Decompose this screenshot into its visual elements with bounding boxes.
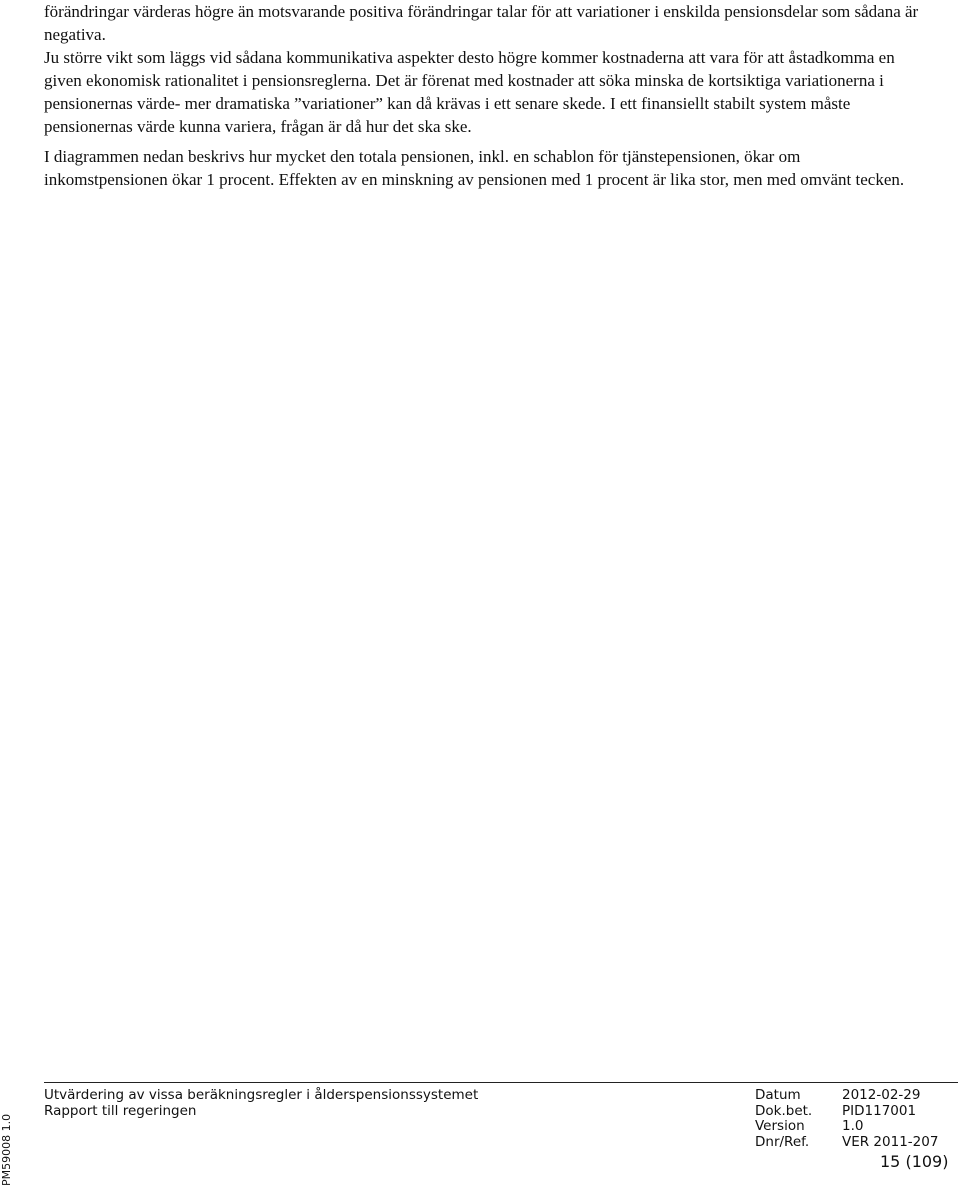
meta-label: Dok.bet. xyxy=(755,1102,813,1119)
footer-metadata xyxy=(755,1088,938,1150)
footer-subtitle: Rapport till regeringen xyxy=(44,1102,197,1119)
meta-row-date xyxy=(755,1088,938,1104)
paragraph-1: förändringar värderas högre än motsvarande positiva förändringar talar för att variationer i enskilda pensionsdelar som sådana är negativa. xyxy=(44,2,919,44)
meta-label: Version xyxy=(755,1118,805,1134)
meta-row-reference xyxy=(755,1135,938,1151)
footer-divider xyxy=(44,1082,958,1083)
meta-value: PID117001 xyxy=(842,1102,917,1119)
meta-value: 1.0 xyxy=(842,1118,864,1134)
meta-label: Datum xyxy=(755,1087,801,1103)
body-text xyxy=(44,0,924,191)
meta-row-version xyxy=(755,1119,938,1135)
meta-value: VER 2011-207 xyxy=(842,1133,939,1150)
meta-row-document-id xyxy=(755,1104,938,1120)
page-number: 15 (109) xyxy=(880,1152,949,1171)
footer-document-info xyxy=(44,1088,478,1119)
footer-title: Utvärdering av vissa beräkningsregler i ålderspensionssystemet xyxy=(44,1087,479,1103)
paragraph-2: Ju större vikt som läggs vid sådana kommunikativa aspekter desto högre kommer kostnaderna att vara för att åstadkomma en given ekonomisk rationalitet i pensionsreglerna. Det är förenat med kostnader att söka minska de kortsiktiga variationerna i pensionernas värde- mer dramatiska ”variationer” kan då krävas i ett senare skede. I ett finansiellt stabilt system måste pensionernas värde kunna variera, frågan är då hur det ska ske. xyxy=(44,48,895,136)
paragraph-3: I diagrammen nedan beskrivs hur mycket den totala pensionen, inkl. en schablon för tjänstepensionen, ökar om inkomstpensionen ökar 1 procent. Effekten av en minskning av pensionen med 1 procent är lika stor, men med omvänt tecken. xyxy=(44,147,905,189)
meta-value: 2012-02-29 xyxy=(842,1087,921,1103)
template-code: PM59008 1.0 xyxy=(0,1113,13,1186)
meta-label: Dnr/Ref. xyxy=(755,1133,810,1150)
